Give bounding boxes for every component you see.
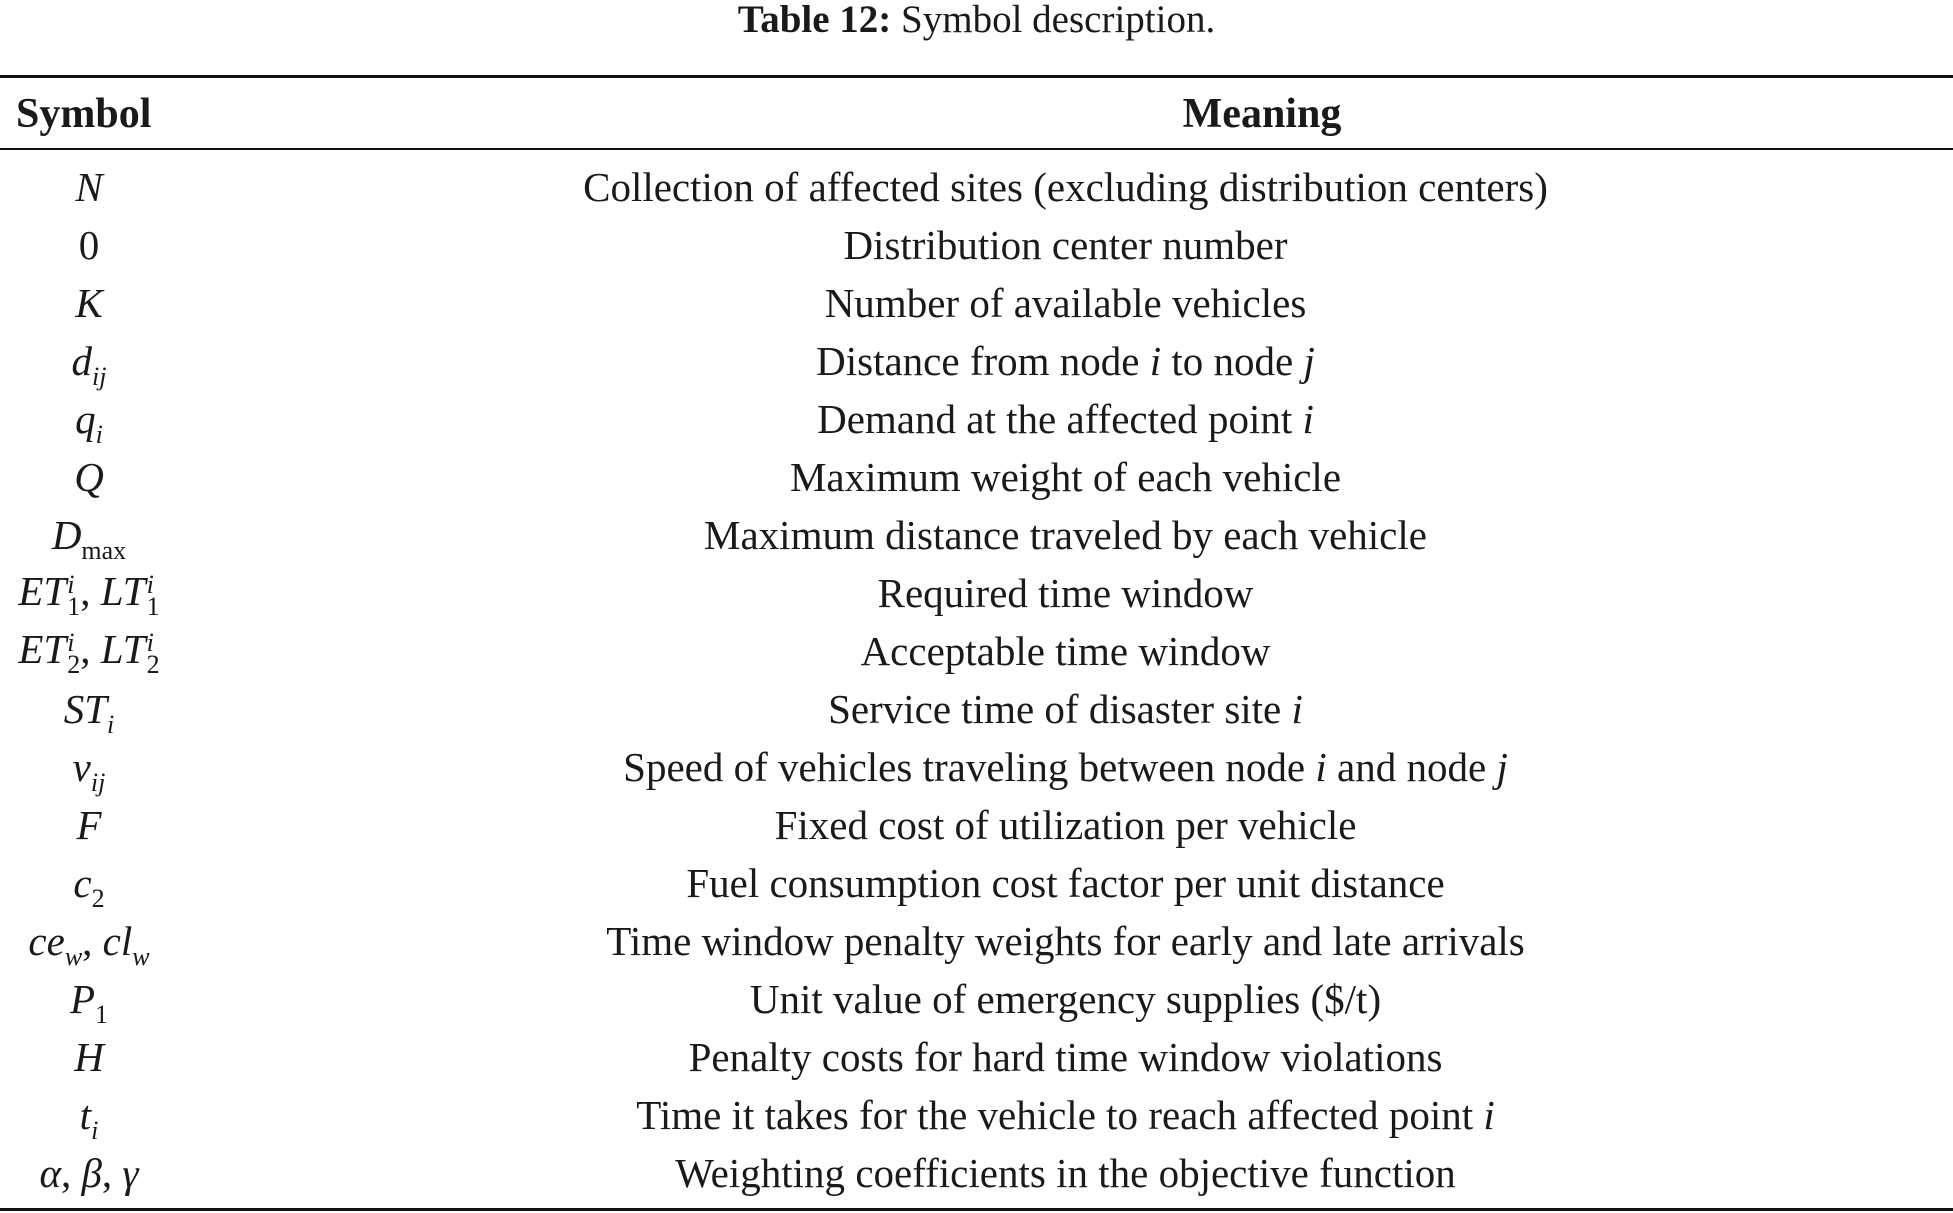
meaning-cell: Maximum distance traveled by each vehicle xyxy=(704,512,1427,558)
caption-label: Table 12: xyxy=(737,0,892,41)
top-rule xyxy=(0,75,1953,78)
header-rule xyxy=(0,148,1953,150)
meaning-cell: Weighting coefficients in the objective function xyxy=(675,1150,1456,1196)
table-caption xyxy=(0,0,1953,40)
table-row xyxy=(0,970,1953,1028)
column-header-symbol: Symbol xyxy=(16,91,152,137)
symbol-table xyxy=(0,158,1953,1202)
meaning-cell: Speed of vehicles traveling between node i and node j xyxy=(623,744,1508,790)
symbol-cell: $v_{ij}$ xyxy=(72,744,106,797)
meaning-cell: Service time of disaster site i xyxy=(828,686,1303,732)
symbol-cell: $ce_w$, $cl_w$ xyxy=(28,918,150,971)
table-row xyxy=(0,332,1953,390)
meaning-cell: Time window penalty weights for early and late arrivals xyxy=(606,918,1525,964)
symbol-cell: α, β, γ xyxy=(39,1150,139,1196)
symbol-cell: N xyxy=(75,164,103,210)
symbol-cell: K xyxy=(75,280,103,326)
symbol-cell: $c_2$ xyxy=(73,860,105,913)
meaning-cell: Collection of affected sites (excluding distribution centers) xyxy=(583,164,1548,210)
table-row xyxy=(0,912,1953,970)
meaning-cell: Distribution center number xyxy=(843,222,1288,268)
meaning-cell: Penalty costs for hard time window violations xyxy=(688,1034,1443,1080)
meaning-cell: Fuel consumption cost factor per unit distance xyxy=(686,860,1445,906)
meaning-cell: Time it takes for the vehicle to reach affected point i xyxy=(636,1092,1495,1138)
table-row xyxy=(0,158,1953,216)
table-row xyxy=(0,274,1953,332)
symbol-cell: 0 xyxy=(78,222,100,268)
meaning-cell: Unit value of emergency supplies ($/t) xyxy=(749,976,1382,1022)
meaning-cell: Fixed cost of utilization per vehicle xyxy=(774,802,1357,848)
table-row xyxy=(0,1144,1953,1202)
table-row xyxy=(0,448,1953,506)
symbol-cell: $q_i$ xyxy=(75,396,103,449)
symbol-cell: F xyxy=(76,802,102,848)
symbol-cell: $ST_i$ xyxy=(63,686,115,739)
symbol-cell: Q xyxy=(74,454,104,500)
table-row xyxy=(0,680,1953,738)
meaning-cell: Maximum weight of each vehicle xyxy=(789,454,1342,500)
bottom-rule xyxy=(0,1208,1953,1211)
caption-text: Symbol description. xyxy=(901,0,1216,41)
meaning-cell: Demand at the affected point i xyxy=(817,396,1314,442)
column-header-meaning: Meaning xyxy=(1182,91,1342,137)
table-row xyxy=(0,564,1953,622)
symbol-cell: ET i 2 , LT i 2 xyxy=(18,626,160,679)
table-row xyxy=(0,390,1953,448)
table-row xyxy=(0,1028,1953,1086)
table-row xyxy=(0,622,1953,680)
meaning-cell: Acceptable time window xyxy=(860,628,1271,674)
meaning-cell: Required time window xyxy=(877,570,1254,616)
table-row xyxy=(0,796,1953,854)
table-row xyxy=(0,506,1953,564)
symbol-cell: $D_{max}$ xyxy=(51,512,127,565)
symbol-cell: H xyxy=(74,1034,104,1080)
table-row xyxy=(0,854,1953,912)
symbol-cell: $t_i$ xyxy=(79,1092,99,1145)
symbol-cell: $P_1$ xyxy=(69,976,109,1029)
table-header xyxy=(0,84,1953,144)
meaning-cell: Distance from node i to node j xyxy=(816,338,1315,384)
table-row xyxy=(0,216,1953,274)
symbol-cell: ET i 1 , LT i 1 xyxy=(18,568,160,621)
symbol-cell: $d_{ij}$ xyxy=(71,338,107,391)
table-row xyxy=(0,1086,1953,1144)
meaning-cell: Number of available vehicles xyxy=(824,280,1307,326)
table-row xyxy=(0,738,1953,796)
